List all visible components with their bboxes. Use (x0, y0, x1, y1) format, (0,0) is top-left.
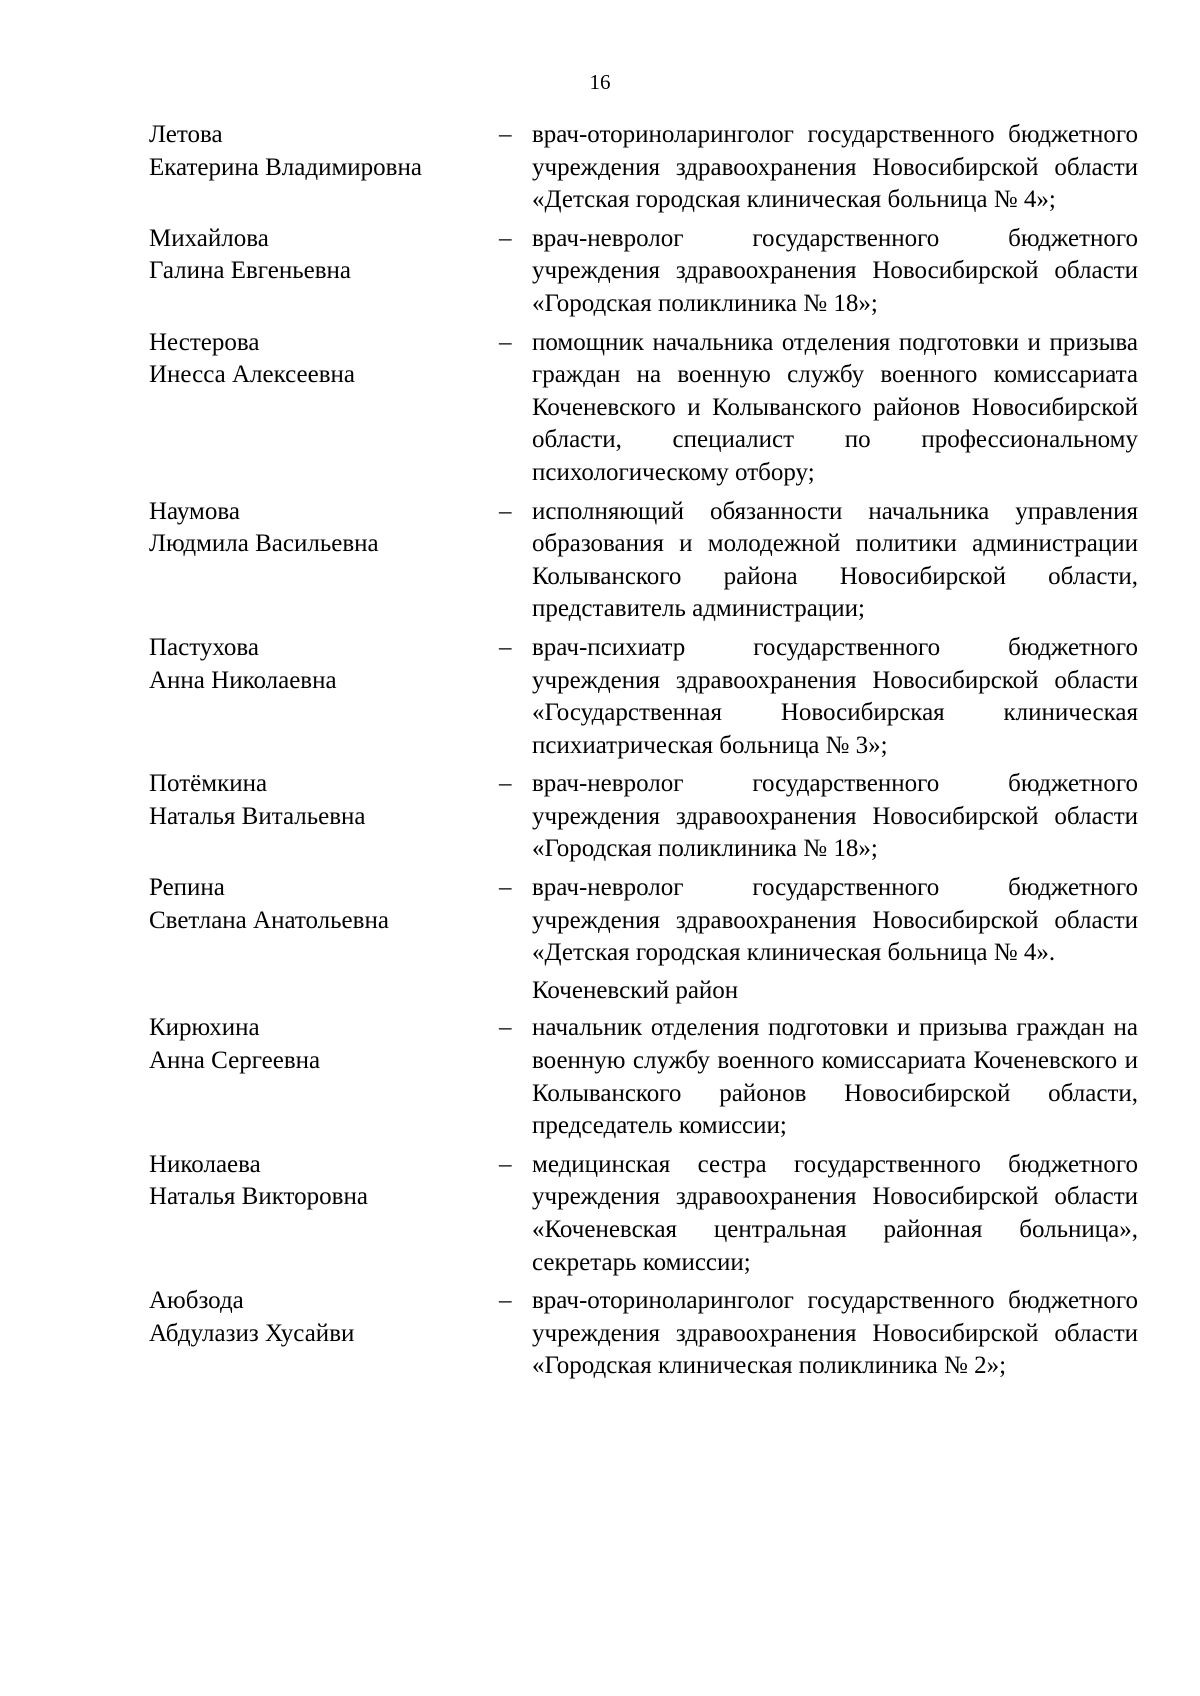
member-position: врач-оториноларинголог государственного бюджетного учреждения здравоохранения Новосибирской области «Детская городская клиническая больница № 4»; (532, 121, 1138, 214)
member-entry (0, 496, 1200, 626)
member-entry (0, 768, 1200, 866)
member-position: врач-оториноларинголог государственного бюджетного учреждения здравоохранения Новосибирской области «Городская клиническая поликлиника № 2»; (532, 1287, 1138, 1380)
member-name (149, 1149, 489, 1214)
member-group (0, 1012, 1200, 1383)
member-surname: Летова (149, 121, 223, 148)
member-entry (0, 1012, 1200, 1142)
entry-dash: – (499, 1287, 512, 1315)
member-position: помощник начальника отделения подготовки и призыва граждан на военную службу военного комиссариата Коченевского и Колыванского районов Новосибирской области, специалист по профессиональному психологическому отбору; (532, 328, 1138, 486)
member-surname: Наумова (149, 497, 240, 525)
member-surname: Пастухова (149, 633, 259, 661)
entry-dash: – (499, 874, 512, 902)
member-name (149, 872, 489, 937)
section-heading: Коченевский район (532, 976, 739, 1004)
member-entry (0, 1149, 1200, 1279)
member-name (149, 496, 489, 561)
member-entry (0, 872, 1200, 970)
entry-dash: – (499, 497, 512, 525)
member-position: начальник отделения подготовки и призыва граждан на военную службу военного комиссариата Коченевского и Колыванского районов Новосибирской области, председатель комиссии; (532, 1014, 1138, 1140)
member-position: врач-невролог государственного бюджетного учреждения здравоохранения Новосибирской области «Городская поликлиника № 18»; (532, 224, 1138, 317)
entry-dash: – (499, 633, 512, 661)
member-surname: Потёмкина (149, 770, 268, 798)
member-list (0, 119, 1200, 1383)
member-name (149, 223, 489, 288)
member-name (149, 327, 489, 392)
member-entry (0, 1285, 1200, 1383)
entry-dash: – (499, 224, 512, 252)
member-name (149, 119, 489, 184)
member-given-names: Инесса Алексеевна (149, 361, 356, 389)
member-given-names: Екатерина Владимировна (149, 153, 422, 181)
member-given-names: Наталья Викторовна (149, 1183, 368, 1211)
member-given-names: Анна Николаевна (149, 666, 337, 694)
member-surname: Репина (149, 874, 225, 902)
member-surname: Николаева (149, 1150, 261, 1178)
member-entry (0, 119, 1200, 217)
member-given-names: Светлана Анатольевна (149, 906, 389, 934)
member-surname: Кирюхина (149, 1014, 260, 1042)
member-given-names: Абдулазиз Хусайви (149, 1319, 355, 1347)
member-name (149, 632, 489, 697)
member-position: медицинская сестра государственного бюджетного учреждения здравоохранения Новосибирской области «Коченевская центральная районная больница», секретарь комиссии; (532, 1150, 1138, 1276)
member-surname: Аюбзода (149, 1287, 244, 1315)
member-position: исполняющий обязанности начальника управления образования и молодежной политики администрации Колыванского района Новосибирской области, представитель администрации; (532, 497, 1138, 623)
entry-dash: – (499, 770, 512, 798)
member-position: врач-невролог государственного бюджетного учреждения здравоохранения Новосибирской области «Детская городская клиническая больница № 4». (532, 874, 1138, 967)
entry-dash: – (499, 1014, 512, 1042)
member-given-names: Анна Сергеевна (149, 1047, 321, 1075)
member-position: врач-невролог государственного бюджетного учреждения здравоохранения Новосибирской области «Городская поликлиника № 18»; (532, 770, 1138, 863)
member-surname: Нестерова (149, 328, 260, 356)
member-given-names: Наталья Витальевна (149, 802, 366, 830)
entry-dash: – (499, 328, 512, 356)
member-name (149, 1285, 489, 1350)
entry-dash: – (499, 121, 512, 148)
member-surname: Михайлова (149, 224, 269, 252)
member-group (0, 119, 1200, 970)
member-entry (0, 327, 1200, 490)
member-given-names: Людмила Васильевна (149, 530, 379, 558)
member-entry (0, 632, 1200, 762)
member-given-names: Галина Евгеньевна (149, 257, 351, 285)
member-entry (0, 223, 1200, 321)
member-name (149, 768, 489, 833)
entry-dash: – (499, 1150, 512, 1178)
member-name (149, 1012, 489, 1077)
member-position: врач-психиатр государственного бюджетного учреждения здравоохранения Новосибирской области «Государственная Новосибирская клиническая психиатрическая больница № 3»; (532, 633, 1138, 759)
page-number: 16 (589, 70, 611, 94)
